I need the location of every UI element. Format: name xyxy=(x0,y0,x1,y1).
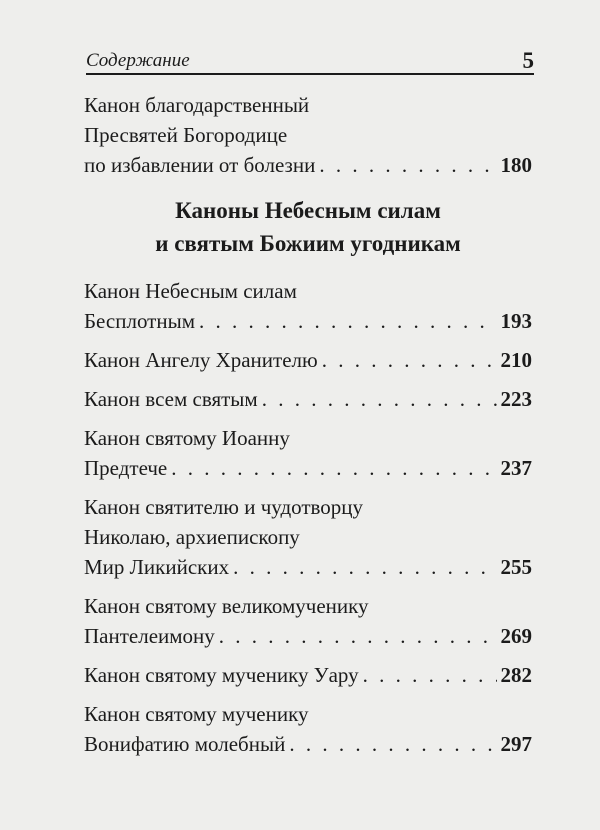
toc-entry-line: Канон святому великомученику xyxy=(84,594,369,618)
table-of-contents xyxy=(84,90,532,768)
toc-entry-text: Канон всем святым xyxy=(84,387,258,411)
toc-entry-text: Вонифатию молебный xyxy=(84,732,286,756)
toc-entry xyxy=(84,276,532,336)
toc-entry-line: Канон благодарственный xyxy=(84,93,310,117)
running-header xyxy=(86,48,534,72)
toc-entry-last-line xyxy=(84,660,532,690)
dot-leader xyxy=(262,384,497,414)
toc-entry-last-line xyxy=(84,306,532,336)
toc-page-number: 269 xyxy=(500,624,532,648)
toc-entry-line: Пресвятей Богородице xyxy=(84,123,288,147)
dot-leader xyxy=(233,552,496,582)
dot-leader xyxy=(199,306,497,336)
toc-page-number: 210 xyxy=(500,348,532,372)
toc-entry xyxy=(84,423,532,483)
toc-entry-line: Канон святому мученику xyxy=(84,702,309,726)
toc-entry-last-line xyxy=(84,729,532,759)
toc-page-number: 255 xyxy=(500,555,532,579)
toc-page-number: 180 xyxy=(500,153,532,177)
toc-page-number: 282 xyxy=(500,663,532,687)
toc-entry-text: Пантелеимону xyxy=(84,624,215,648)
toc-entry xyxy=(84,90,532,180)
toc-entry-text: Предтече xyxy=(84,456,168,480)
toc-page-number: 237 xyxy=(500,456,532,480)
toc-entry-last-line xyxy=(84,552,532,582)
header-rule xyxy=(86,73,534,75)
dot-leader xyxy=(319,150,496,180)
dot-leader xyxy=(363,660,497,690)
toc-page-number: 297 xyxy=(500,732,532,756)
toc-entry-line: Канон Небесным силам xyxy=(84,279,297,303)
header-title: Содержание xyxy=(86,50,190,71)
toc-entry-text: по избавлении от болезни xyxy=(84,153,316,177)
toc-entry-last-line xyxy=(84,453,532,483)
toc-entry xyxy=(84,492,532,582)
toc-entry xyxy=(84,699,532,759)
toc-entry-last-line xyxy=(84,150,532,180)
toc-entry-last-line xyxy=(84,384,532,414)
dot-leader xyxy=(219,621,497,651)
toc-entry xyxy=(84,384,532,414)
section-heading xyxy=(84,194,532,260)
toc-entry xyxy=(84,591,532,651)
dot-leader xyxy=(322,345,497,375)
toc-entry xyxy=(84,345,532,375)
header-page-number: 5 xyxy=(522,48,534,73)
toc-entry-last-line xyxy=(84,345,532,375)
section-heading-line: Каноны Небесным силам xyxy=(175,198,441,223)
dot-leader xyxy=(171,453,496,483)
toc-entry-line: Канон святителю и чудотворцу xyxy=(84,495,364,519)
toc-entry-text: Канон Ангелу Хранителю xyxy=(84,348,318,372)
dot-leader xyxy=(289,729,496,759)
toc-entry-text: Мир Ликийских xyxy=(84,555,230,579)
toc-page-number: 193 xyxy=(500,309,532,333)
toc-entry-text: Канон святому мученику Уару xyxy=(84,663,359,687)
toc-entry-last-line xyxy=(84,621,532,651)
toc-entry-line: Канон святому Иоанну xyxy=(84,426,290,450)
toc-entry xyxy=(84,660,532,690)
toc-entry-text: Бесплотным xyxy=(84,309,195,333)
toc-entry-line: Николаю, архиепископу xyxy=(84,525,300,549)
section-heading-line: и святым Божиим угодникам xyxy=(155,231,461,256)
toc-page-number: 223 xyxy=(500,387,532,411)
